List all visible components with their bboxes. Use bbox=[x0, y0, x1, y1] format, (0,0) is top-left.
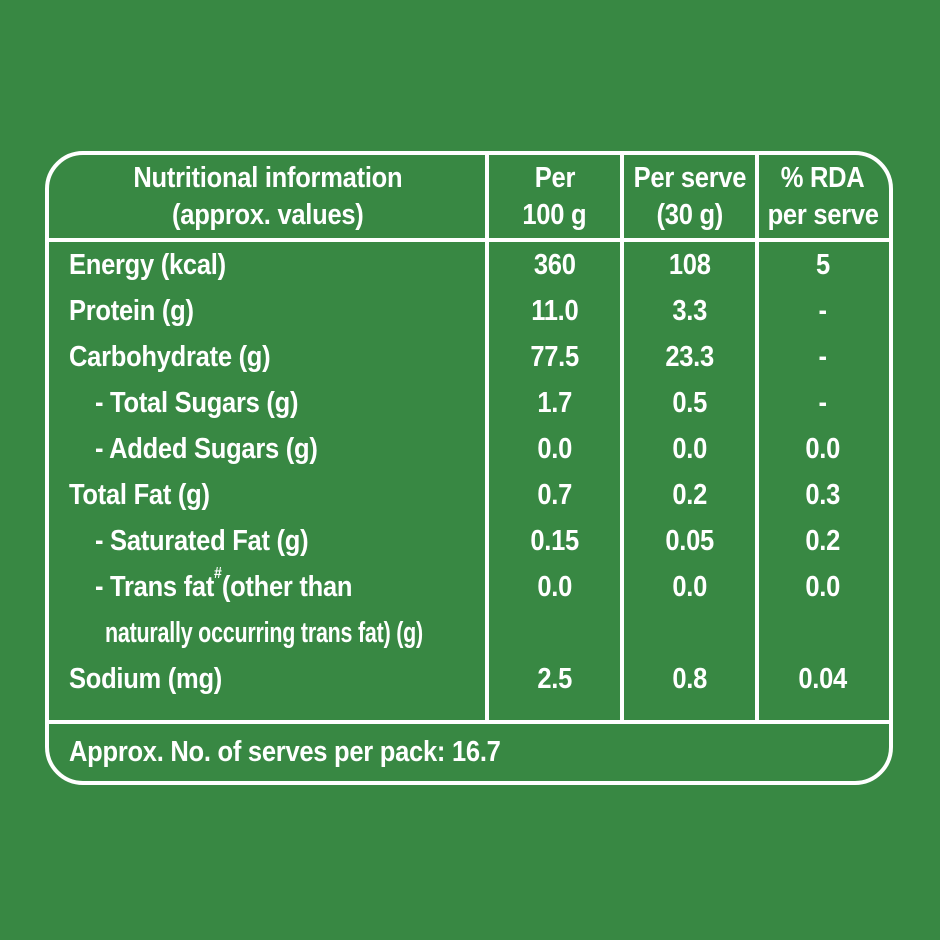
value-per-100g: 77.5 bbox=[530, 340, 579, 373]
row-label: Total Fat (g) bbox=[69, 478, 210, 511]
value-per-100g: 0.0 bbox=[537, 570, 572, 603]
value-per-100g: 11.0 bbox=[530, 294, 579, 327]
value-per-100g: 360 bbox=[533, 248, 576, 281]
header-col-nutritional-information bbox=[49, 155, 487, 238]
value-rda: - bbox=[818, 386, 828, 419]
hash-footnote-marker: # bbox=[214, 564, 222, 582]
value-per-serve: 108 bbox=[668, 248, 711, 281]
row-label: Carbohydrate (g) bbox=[69, 340, 271, 373]
value-per-serve: 0.0 bbox=[672, 432, 707, 465]
value-per-100g: 0.7 bbox=[537, 478, 572, 511]
value-rda: 5 bbox=[816, 248, 830, 281]
value-rda: - bbox=[818, 294, 828, 327]
nutrition-table bbox=[45, 151, 893, 785]
value-per-100g bbox=[487, 610, 622, 656]
header-divider bbox=[49, 238, 889, 242]
value-per-serve: 0.2 bbox=[672, 478, 707, 511]
header-title-line1: Nutritional information bbox=[133, 161, 403, 194]
table-row-total-fat bbox=[49, 472, 889, 518]
row-label: - Saturated Fat (g) bbox=[95, 524, 309, 557]
header-col-rda-per-serve: % RDA per serve bbox=[767, 161, 879, 231]
value-rda: 0.2 bbox=[805, 524, 841, 557]
value-per-serve: 0.0 bbox=[672, 570, 707, 603]
table-row-sodium bbox=[49, 656, 889, 702]
table-footer bbox=[49, 724, 909, 781]
value-rda: - bbox=[818, 340, 828, 373]
row-label: Protein (g) bbox=[69, 294, 194, 327]
table-row-total-sugars bbox=[49, 380, 889, 426]
row-label: naturally occurring trans fat) (g) bbox=[105, 616, 423, 649]
table-header bbox=[49, 155, 889, 238]
value-per-100g: 0.15 bbox=[530, 524, 579, 557]
header-title-line2: (approx. values) bbox=[172, 198, 364, 231]
value-per-serve: 0.05 bbox=[665, 524, 714, 557]
table-row-trans-fat-continued bbox=[49, 610, 889, 656]
value-per-serve: 0.5 bbox=[672, 386, 707, 419]
table-row-saturated-fat bbox=[49, 518, 889, 564]
footer-divider bbox=[49, 720, 889, 724]
table-row-carbohydrate bbox=[49, 334, 889, 380]
value-rda: 0.04 bbox=[798, 662, 848, 695]
value-rda: 0.0 bbox=[805, 432, 841, 465]
value-per-serve: 3.3 bbox=[672, 294, 707, 327]
value-per-serve bbox=[622, 610, 757, 656]
table-row-trans-fat bbox=[49, 564, 889, 610]
row-label: - Total Sugars (g) bbox=[95, 386, 299, 419]
table-row-added-sugars bbox=[49, 426, 889, 472]
table-row-energy bbox=[49, 242, 889, 288]
header-col-per-100g: Per 100 g bbox=[522, 161, 587, 231]
row-label: Sodium (mg) bbox=[69, 662, 223, 695]
value-per-100g: 0.0 bbox=[537, 432, 572, 465]
table-row-protein bbox=[49, 288, 889, 334]
value-rda: 0.0 bbox=[805, 570, 841, 603]
row-label: Energy (kcal) bbox=[69, 248, 226, 281]
row-label: - Added Sugars (g) bbox=[95, 432, 318, 465]
value-rda bbox=[757, 610, 889, 656]
value-per-100g: 2.5 bbox=[537, 662, 572, 695]
row-label: - Trans fat#(other than bbox=[95, 564, 353, 603]
header-col-per-serve: Per serve (30 g) bbox=[633, 161, 746, 231]
value-per-serve: 0.8 bbox=[672, 662, 707, 695]
table-body bbox=[49, 242, 889, 702]
value-per-serve: 23.3 bbox=[665, 340, 714, 373]
serves-per-pack-text: Approx. No. of serves per pack: 16.7 bbox=[69, 736, 501, 768]
value-per-100g: 1.7 bbox=[537, 386, 572, 419]
value-rda: 0.3 bbox=[805, 478, 841, 511]
